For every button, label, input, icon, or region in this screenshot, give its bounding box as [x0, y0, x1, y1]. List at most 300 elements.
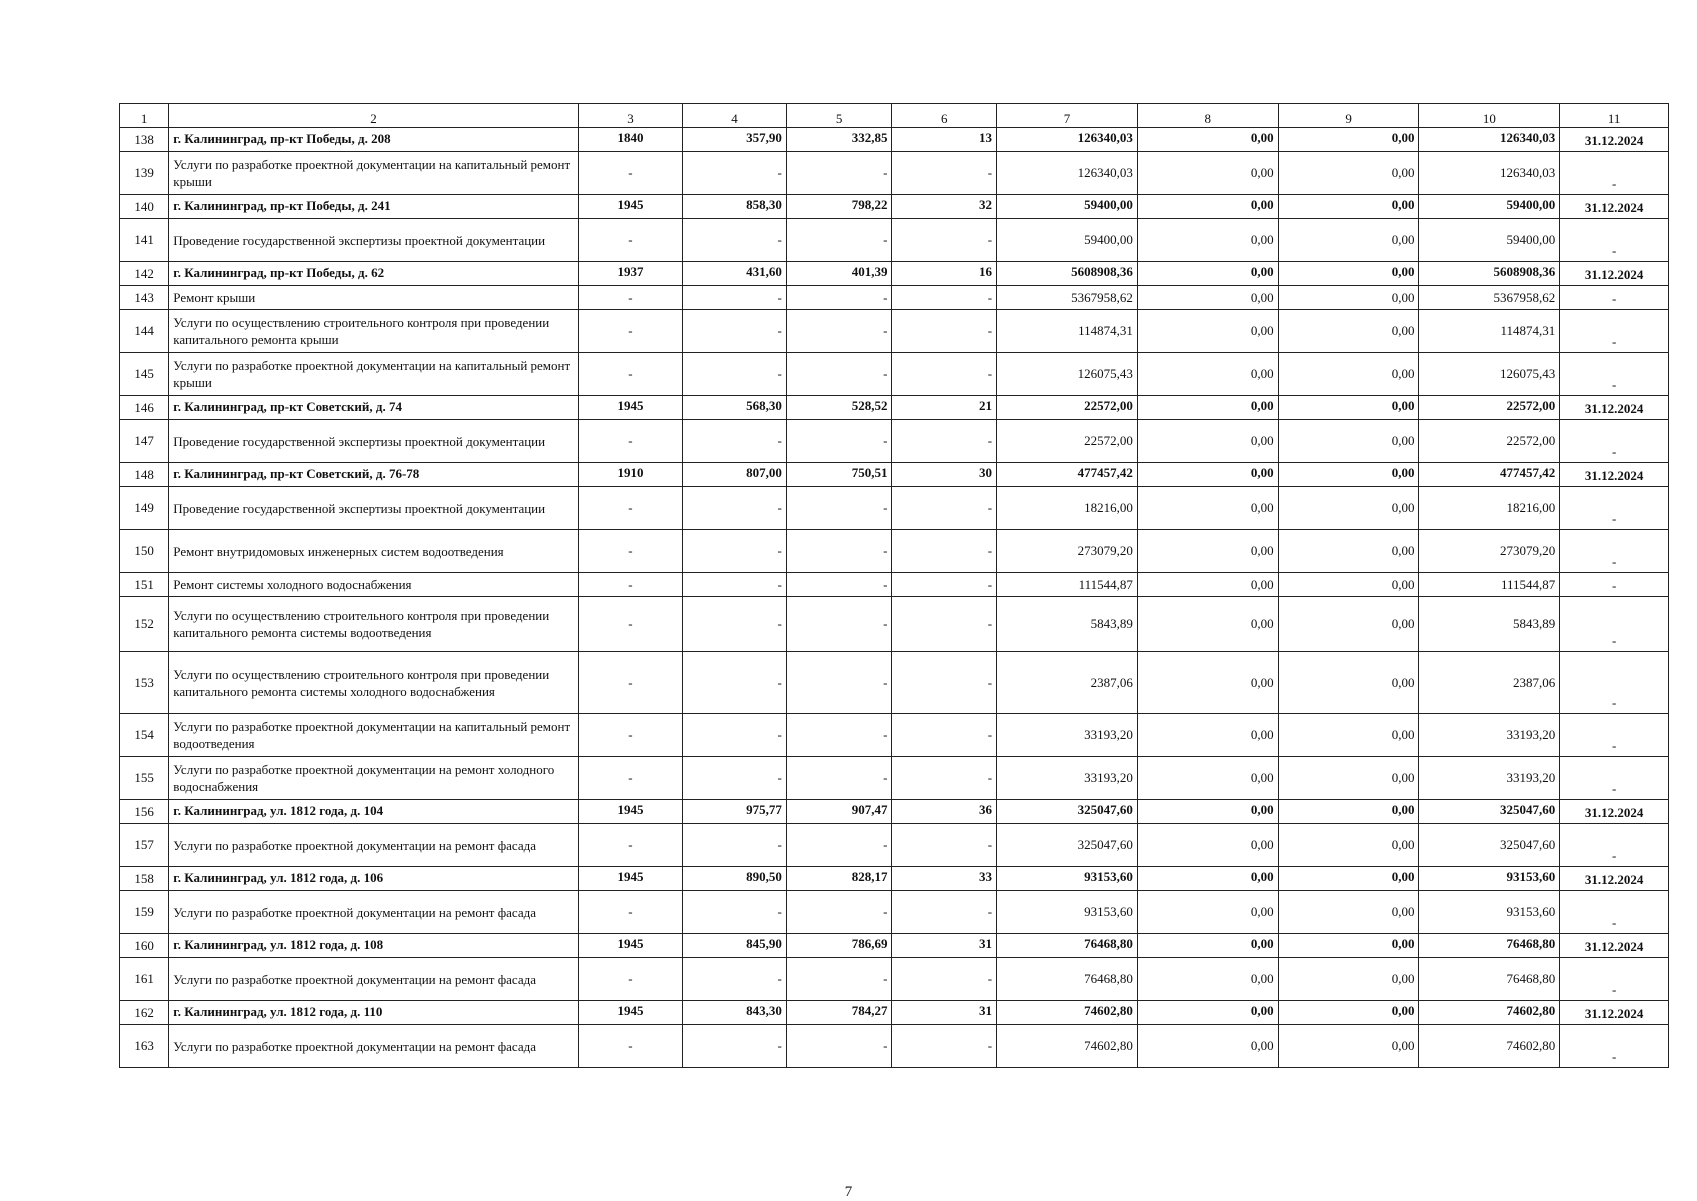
row-cost-owners: 18216,00: [1419, 487, 1560, 530]
row-cost-owners: 2387,06: [1419, 652, 1560, 714]
row-description: г. Калининград, ул. 1812 года, д. 110: [169, 1001, 578, 1025]
row-cost-fund: 0,00: [1137, 262, 1278, 286]
row-deadline: -: [1560, 420, 1669, 463]
row-description: г. Калининград, пр-кт Советский, д. 74: [169, 396, 578, 420]
row-cost-other: 0,00: [1278, 262, 1419, 286]
row-cost-total: 59400,00: [997, 219, 1138, 262]
row-cost-other: 0,00: [1278, 310, 1419, 353]
row-deadline: -: [1560, 286, 1669, 310]
row-cost-owners: 5608908,36: [1419, 262, 1560, 286]
column-header: 10: [1419, 104, 1560, 128]
row-cost-other: 0,00: [1278, 152, 1419, 195]
row-area-total: -: [683, 714, 787, 757]
row-cost-owners: 126340,03: [1419, 128, 1560, 152]
row-description: Услуги по разработке проектной документации на ремонт фасада: [169, 891, 578, 934]
row-cost-fund: 0,00: [1137, 1001, 1278, 1025]
row-number: 160: [120, 934, 169, 958]
row-area-total: -: [683, 219, 787, 262]
column-header: 7: [997, 104, 1138, 128]
row-cost-other: 0,00: [1278, 128, 1419, 152]
row-cost-owners: 93153,60: [1419, 891, 1560, 934]
row-cost-fund: 0,00: [1137, 286, 1278, 310]
row-number: 144: [120, 310, 169, 353]
row-deadline: 31.12.2024: [1560, 262, 1669, 286]
row-area-total: 807,00: [683, 463, 787, 487]
row-area-total: 845,90: [683, 934, 787, 958]
row-cost-total: 477457,42: [997, 463, 1138, 487]
row-number: 147: [120, 420, 169, 463]
row-cost-owners: 111544,87: [1419, 573, 1560, 597]
row-deadline: -: [1560, 152, 1669, 195]
row-area-living: -: [786, 958, 892, 1001]
row-area-living: 907,47: [786, 800, 892, 824]
row-description: Услуги по осуществлению строительного контроля при проведении капитального ремонта системы холодного водоснабжения: [169, 652, 578, 714]
address-row: [120, 934, 1669, 958]
row-area-total: 975,77: [683, 800, 787, 824]
row-area-living: -: [786, 714, 892, 757]
row-deadline: 31.12.2024: [1560, 867, 1669, 891]
row-deadline: -: [1560, 597, 1669, 652]
data-table: [119, 103, 1669, 1068]
row-cost-owners: 59400,00: [1419, 219, 1560, 262]
row-year: -: [578, 824, 683, 867]
row-number: 158: [120, 867, 169, 891]
row-cost-owners: 22572,00: [1419, 396, 1560, 420]
row-cost-other: 0,00: [1278, 824, 1419, 867]
row-cost-total: 111544,87: [997, 573, 1138, 597]
row-cost-owners: 273079,20: [1419, 530, 1560, 573]
row-area-living: -: [786, 152, 892, 195]
row-deadline: -: [1560, 353, 1669, 396]
row-cost-fund: 0,00: [1137, 958, 1278, 1001]
row-area-living: -: [786, 597, 892, 652]
row-number: 138: [120, 128, 169, 152]
address-row: [120, 262, 1669, 286]
row-area-total: 357,90: [683, 128, 787, 152]
row-cost-other: 0,00: [1278, 396, 1419, 420]
row-cost-total: 325047,60: [997, 800, 1138, 824]
row-area-living: -: [786, 652, 892, 714]
service-row: [120, 958, 1669, 1001]
column-header: 2: [169, 104, 578, 128]
row-residents: -: [892, 1025, 997, 1068]
row-cost-fund: 0,00: [1137, 463, 1278, 487]
row-cost-fund: 0,00: [1137, 824, 1278, 867]
row-cost-fund: 0,00: [1137, 396, 1278, 420]
row-cost-owners: 33193,20: [1419, 714, 1560, 757]
row-area-living: 332,85: [786, 128, 892, 152]
row-residents: -: [892, 487, 997, 530]
row-year: -: [578, 530, 683, 573]
service-row: [120, 652, 1669, 714]
service-row: [120, 824, 1669, 867]
service-row: [120, 757, 1669, 800]
row-description: Услуги по разработке проектной документации на ремонт фасада: [169, 1025, 578, 1068]
row-area-total: -: [683, 310, 787, 353]
service-row: [120, 487, 1669, 530]
row-cost-fund: 0,00: [1137, 487, 1278, 530]
row-year: -: [578, 420, 683, 463]
row-number: 159: [120, 891, 169, 934]
row-year: -: [578, 487, 683, 530]
row-cost-total: 114874,31: [997, 310, 1138, 353]
row-area-living: -: [786, 420, 892, 463]
row-residents: 36: [892, 800, 997, 824]
row-residents: 16: [892, 262, 997, 286]
row-area-living: -: [786, 487, 892, 530]
column-header: 3: [578, 104, 683, 128]
row-area-living: -: [786, 824, 892, 867]
row-area-total: -: [683, 286, 787, 310]
row-description: Проведение государственной экспертизы проектной документации: [169, 219, 578, 262]
row-cost-total: 2387,06: [997, 652, 1138, 714]
row-number: 146: [120, 396, 169, 420]
row-area-total: 431,60: [683, 262, 787, 286]
row-residents: -: [892, 573, 997, 597]
row-cost-fund: 0,00: [1137, 934, 1278, 958]
row-cost-other: 0,00: [1278, 934, 1419, 958]
row-area-living: -: [786, 573, 892, 597]
page-number: 7: [844, 1184, 853, 1200]
row-year: -: [578, 1025, 683, 1068]
row-cost-total: 5608908,36: [997, 262, 1138, 286]
row-residents: 33: [892, 867, 997, 891]
row-cost-fund: 0,00: [1137, 219, 1278, 262]
column-header: 9: [1278, 104, 1419, 128]
row-cost-total: 5843,89: [997, 597, 1138, 652]
row-area-living: 401,39: [786, 262, 892, 286]
row-number: 154: [120, 714, 169, 757]
row-area-total: -: [683, 891, 787, 934]
row-area-living: 750,51: [786, 463, 892, 487]
row-residents: -: [892, 219, 997, 262]
row-number: 143: [120, 286, 169, 310]
row-residents: -: [892, 958, 997, 1001]
row-year: -: [578, 219, 683, 262]
row-residents: 31: [892, 934, 997, 958]
row-residents: -: [892, 286, 997, 310]
row-cost-total: 93153,60: [997, 867, 1138, 891]
row-year: 1910: [578, 463, 683, 487]
row-cost-fund: 0,00: [1137, 800, 1278, 824]
column-header: 5: [786, 104, 892, 128]
row-cost-total: 273079,20: [997, 530, 1138, 573]
service-row: [120, 1025, 1669, 1068]
row-cost-other: 0,00: [1278, 891, 1419, 934]
row-number: 139: [120, 152, 169, 195]
row-deadline: -: [1560, 652, 1669, 714]
row-deadline: -: [1560, 487, 1669, 530]
address-row: [120, 195, 1669, 219]
row-cost-owners: 33193,20: [1419, 757, 1560, 800]
row-area-living: -: [786, 310, 892, 353]
row-cost-fund: 0,00: [1137, 891, 1278, 934]
row-cost-owners: 126340,03: [1419, 152, 1560, 195]
row-number: 155: [120, 757, 169, 800]
row-cost-owners: 477457,42: [1419, 463, 1560, 487]
address-row: [120, 463, 1669, 487]
row-deadline: -: [1560, 219, 1669, 262]
row-cost-owners: 74602,80: [1419, 1025, 1560, 1068]
address-row: [120, 867, 1669, 891]
row-number: 162: [120, 1001, 169, 1025]
row-number: 150: [120, 530, 169, 573]
row-cost-total: 22572,00: [997, 396, 1138, 420]
row-cost-total: 74602,80: [997, 1025, 1138, 1068]
row-cost-total: 93153,60: [997, 891, 1138, 934]
row-number: 140: [120, 195, 169, 219]
row-deadline: -: [1560, 714, 1669, 757]
row-cost-other: 0,00: [1278, 463, 1419, 487]
row-description: Ремонт системы холодного водоснабжения: [169, 573, 578, 597]
row-description: Ремонт крыши: [169, 286, 578, 310]
row-cost-owners: 74602,80: [1419, 1001, 1560, 1025]
row-cost-other: 0,00: [1278, 597, 1419, 652]
row-cost-other: 0,00: [1278, 487, 1419, 530]
row-residents: 32: [892, 195, 997, 219]
row-number: 145: [120, 353, 169, 396]
row-area-living: 828,17: [786, 867, 892, 891]
row-area-total: -: [683, 530, 787, 573]
row-year: -: [578, 353, 683, 396]
row-residents: -: [892, 152, 997, 195]
row-cost-other: 0,00: [1278, 353, 1419, 396]
row-cost-fund: 0,00: [1137, 128, 1278, 152]
row-cost-other: 0,00: [1278, 714, 1419, 757]
column-header: 4: [683, 104, 787, 128]
row-year: 1945: [578, 934, 683, 958]
row-area-total: 568,30: [683, 396, 787, 420]
service-row: [120, 310, 1669, 353]
row-area-living: -: [786, 757, 892, 800]
row-residents: -: [892, 530, 997, 573]
row-cost-total: 76468,80: [997, 958, 1138, 1001]
row-cost-fund: 0,00: [1137, 757, 1278, 800]
row-description: Услуги по разработке проектной документации на капитальный ремонт водоотведения: [169, 714, 578, 757]
row-area-living: 528,52: [786, 396, 892, 420]
row-cost-total: 33193,20: [997, 757, 1138, 800]
row-residents: -: [892, 891, 997, 934]
row-year: 1840: [578, 128, 683, 152]
row-description: г. Калининград, пр-кт Победы, д. 62: [169, 262, 578, 286]
row-cost-owners: 126075,43: [1419, 353, 1560, 396]
row-number: 141: [120, 219, 169, 262]
row-cost-owners: 22572,00: [1419, 420, 1560, 463]
row-cost-total: 33193,20: [997, 714, 1138, 757]
row-residents: 31: [892, 1001, 997, 1025]
row-year: -: [578, 152, 683, 195]
row-area-total: -: [683, 573, 787, 597]
row-year: -: [578, 714, 683, 757]
row-description: Услуги по разработке проектной документации на капитальный ремонт крыши: [169, 152, 578, 195]
row-description: Услуги по разработке проектной документации на ремонт фасада: [169, 958, 578, 1001]
row-description: г. Калининград, ул. 1812 года, д. 106: [169, 867, 578, 891]
row-cost-other: 0,00: [1278, 1001, 1419, 1025]
row-description: Проведение государственной экспертизы проектной документации: [169, 420, 578, 463]
row-cost-other: 0,00: [1278, 652, 1419, 714]
row-deadline: -: [1560, 824, 1669, 867]
row-description: Услуги по разработке проектной документации на ремонт холодного водоснабжения: [169, 757, 578, 800]
address-row: [120, 1001, 1669, 1025]
row-area-total: -: [683, 487, 787, 530]
row-year: 1945: [578, 1001, 683, 1025]
row-cost-owners: 325047,60: [1419, 800, 1560, 824]
column-header: 8: [1137, 104, 1278, 128]
row-area-total: -: [683, 152, 787, 195]
row-deadline: -: [1560, 530, 1669, 573]
row-cost-fund: 0,00: [1137, 420, 1278, 463]
row-cost-other: 0,00: [1278, 219, 1419, 262]
row-deadline: 31.12.2024: [1560, 195, 1669, 219]
row-deadline: -: [1560, 891, 1669, 934]
row-cost-fund: 0,00: [1137, 152, 1278, 195]
row-area-living: -: [786, 891, 892, 934]
row-description: г. Калининград, ул. 1812 года, д. 104: [169, 800, 578, 824]
row-cost-total: 18216,00: [997, 487, 1138, 530]
row-cost-other: 0,00: [1278, 757, 1419, 800]
row-cost-total: 59400,00: [997, 195, 1138, 219]
row-cost-other: 0,00: [1278, 1025, 1419, 1068]
row-residents: 13: [892, 128, 997, 152]
table-body: [120, 104, 1669, 1068]
row-residents: 21: [892, 396, 997, 420]
row-area-living: -: [786, 286, 892, 310]
row-description: Услуги по осуществлению строительного контроля при проведении капитального ремонта системы водоотведения: [169, 597, 578, 652]
row-description: Услуги по осуществлению строительного контроля при проведении капитального ремонта крыши: [169, 310, 578, 353]
row-cost-total: 76468,80: [997, 934, 1138, 958]
row-area-living: -: [786, 1025, 892, 1068]
row-number: 161: [120, 958, 169, 1001]
row-year: -: [578, 652, 683, 714]
address-row: [120, 396, 1669, 420]
address-row: [120, 800, 1669, 824]
row-cost-total: 22572,00: [997, 420, 1138, 463]
row-cost-fund: 0,00: [1137, 1025, 1278, 1068]
row-cost-fund: 0,00: [1137, 867, 1278, 891]
address-row: [120, 128, 1669, 152]
row-description: г. Калининград, пр-кт Советский, д. 76-78: [169, 463, 578, 487]
row-cost-fund: 0,00: [1137, 195, 1278, 219]
row-cost-other: 0,00: [1278, 573, 1419, 597]
row-deadline: -: [1560, 757, 1669, 800]
row-area-living: 798,22: [786, 195, 892, 219]
row-residents: -: [892, 310, 997, 353]
row-area-living: -: [786, 530, 892, 573]
service-row: [120, 597, 1669, 652]
row-deadline: -: [1560, 573, 1669, 597]
row-area-total: -: [683, 597, 787, 652]
row-year: 1937: [578, 262, 683, 286]
row-cost-owners: 114874,31: [1419, 310, 1560, 353]
row-area-total: -: [683, 652, 787, 714]
row-area-total: -: [683, 757, 787, 800]
row-description: Услуги по разработке проектной документации на ремонт фасада: [169, 824, 578, 867]
row-description: г. Калининград, пр-кт Победы, д. 241: [169, 195, 578, 219]
row-description: г. Калининград, пр-кт Победы, д. 208: [169, 128, 578, 152]
row-cost-owners: 93153,60: [1419, 867, 1560, 891]
row-deadline: 31.12.2024: [1560, 396, 1669, 420]
row-area-total: 843,30: [683, 1001, 787, 1025]
row-number: 142: [120, 262, 169, 286]
row-year: -: [578, 597, 683, 652]
row-residents: 30: [892, 463, 997, 487]
row-cost-other: 0,00: [1278, 800, 1419, 824]
row-year: -: [578, 757, 683, 800]
row-cost-owners: 76468,80: [1419, 958, 1560, 1001]
row-description: Ремонт внутридомовых инженерных систем водоотведения: [169, 530, 578, 573]
service-row: [120, 353, 1669, 396]
row-cost-total: 126075,43: [997, 353, 1138, 396]
row-description: Услуги по разработке проектной документации на капитальный ремонт крыши: [169, 353, 578, 396]
row-area-living: 784,27: [786, 1001, 892, 1025]
row-number: 157: [120, 824, 169, 867]
column-header: 11: [1560, 104, 1669, 128]
row-number: 151: [120, 573, 169, 597]
row-area-living: -: [786, 353, 892, 396]
row-residents: -: [892, 714, 997, 757]
service-row: [120, 219, 1669, 262]
service-row: [120, 286, 1669, 310]
service-row: [120, 891, 1669, 934]
row-cost-fund: 0,00: [1137, 652, 1278, 714]
row-description: Проведение государственной экспертизы проектной документации: [169, 487, 578, 530]
row-cost-fund: 0,00: [1137, 530, 1278, 573]
column-header: 6: [892, 104, 997, 128]
service-row: [120, 420, 1669, 463]
row-description: г. Калининград, ул. 1812 года, д. 108: [169, 934, 578, 958]
row-cost-fund: 0,00: [1137, 353, 1278, 396]
row-area-living: -: [786, 219, 892, 262]
row-area-total: -: [683, 353, 787, 396]
row-year: -: [578, 310, 683, 353]
row-area-total: 858,30: [683, 195, 787, 219]
row-cost-total: 5367958,62: [997, 286, 1138, 310]
row-residents: -: [892, 652, 997, 714]
column-header: 1: [120, 104, 169, 128]
row-year: -: [578, 958, 683, 1001]
row-number: 156: [120, 800, 169, 824]
row-cost-owners: 5367958,62: [1419, 286, 1560, 310]
row-cost-owners: 325047,60: [1419, 824, 1560, 867]
row-cost-total: 126340,03: [997, 152, 1138, 195]
row-number: 153: [120, 652, 169, 714]
service-row: [120, 152, 1669, 195]
row-cost-owners: 59400,00: [1419, 195, 1560, 219]
row-deadline: -: [1560, 310, 1669, 353]
row-area-total: -: [683, 824, 787, 867]
row-year: 1945: [578, 867, 683, 891]
row-year: -: [578, 286, 683, 310]
row-cost-owners: 76468,80: [1419, 934, 1560, 958]
row-cost-fund: 0,00: [1137, 573, 1278, 597]
service-row: [120, 573, 1669, 597]
row-cost-total: 74602,80: [997, 1001, 1138, 1025]
row-cost-total: 126340,03: [997, 128, 1138, 152]
row-cost-fund: 0,00: [1137, 714, 1278, 757]
row-residents: -: [892, 824, 997, 867]
row-residents: -: [892, 353, 997, 396]
row-area-living: 786,69: [786, 934, 892, 958]
row-deadline: -: [1560, 1025, 1669, 1068]
service-row: [120, 714, 1669, 757]
row-year: -: [578, 891, 683, 934]
row-cost-total: 325047,60: [997, 824, 1138, 867]
row-deadline: 31.12.2024: [1560, 128, 1669, 152]
row-cost-other: 0,00: [1278, 420, 1419, 463]
service-row: [120, 530, 1669, 573]
row-cost-owners: 5843,89: [1419, 597, 1560, 652]
row-year: -: [578, 573, 683, 597]
